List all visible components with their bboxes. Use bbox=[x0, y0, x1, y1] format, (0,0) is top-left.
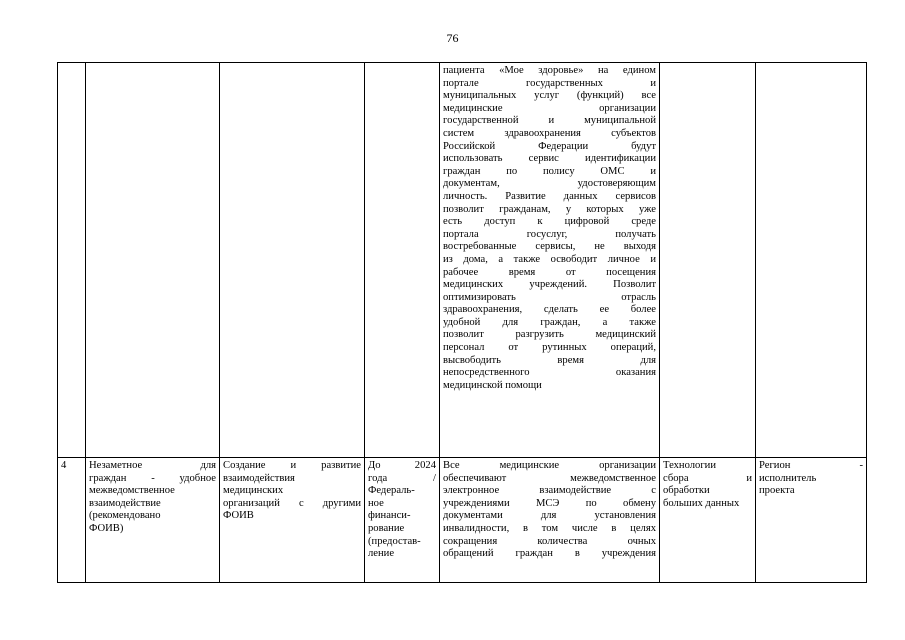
text-line: ФОИВ bbox=[223, 510, 254, 522]
text-line: обеспечивают межведомственное bbox=[443, 472, 656, 484]
text-line: больших данных bbox=[663, 497, 740, 509]
text-line: обращений граждан в учреждения bbox=[443, 548, 656, 560]
text-line: Создание и развитие bbox=[223, 460, 361, 471]
text-line: рование bbox=[368, 522, 405, 534]
text-line: государственной и муниципальной bbox=[443, 115, 656, 127]
text-line: финанси- bbox=[368, 510, 411, 522]
text-line: непосредственного оказания bbox=[443, 367, 656, 379]
text-line: обработки bbox=[663, 485, 710, 497]
cell-measure bbox=[220, 63, 365, 458]
text-line: сокращения количества очных bbox=[443, 535, 656, 547]
text-line: рабочее время от посещения bbox=[443, 266, 656, 278]
text-line: взаимодействия bbox=[223, 472, 295, 484]
technology-text bbox=[663, 460, 752, 510]
page-number: 76 bbox=[446, 31, 459, 45]
cell-measure bbox=[220, 458, 365, 583]
table-row-4 bbox=[58, 458, 867, 583]
text-line: медицинской помощи bbox=[443, 379, 542, 391]
text-line: граждан - удобное bbox=[89, 472, 216, 484]
cell-deadline bbox=[365, 63, 440, 458]
text-line: систем здравоохранения субъектов bbox=[443, 127, 656, 139]
text-line: медицинских учреждений. Позволит bbox=[443, 279, 656, 291]
text-line: здравоохранения, сделать ее более bbox=[443, 304, 656, 316]
text-line: межведомственное bbox=[89, 485, 175, 497]
text-line: медицинские организации bbox=[443, 102, 656, 114]
measures-table bbox=[57, 62, 867, 583]
text-line: из дома, а также освободит личное и bbox=[443, 253, 656, 265]
text-line: Российской Федерации будут bbox=[443, 140, 656, 152]
text-line: До 2024 bbox=[368, 460, 436, 471]
cell-expected-result bbox=[440, 63, 660, 458]
text-line: позволит гражданам, у которых уже bbox=[443, 203, 656, 215]
text-line: удобной для граждан, а также bbox=[443, 316, 656, 328]
text-line: персонал от рутинных операций, bbox=[443, 342, 656, 354]
text-line: ное bbox=[368, 497, 384, 509]
text-line: учреждениями МСЭ по обмену bbox=[443, 497, 656, 509]
cell-goal bbox=[86, 63, 220, 458]
deadline-text bbox=[368, 460, 436, 561]
text-line: года / bbox=[368, 472, 436, 484]
text-line: личность. Развитие данных сервисов bbox=[443, 190, 656, 202]
text-line: сбора и bbox=[663, 472, 752, 484]
expected-result-text bbox=[443, 460, 656, 561]
text-line: взаимодействие bbox=[89, 497, 161, 509]
text-line: портале государственных и bbox=[443, 77, 656, 89]
cell-responsible bbox=[756, 63, 867, 458]
table-row-continued bbox=[58, 63, 867, 458]
text-line: Регион - bbox=[759, 460, 863, 471]
text-line: портала госуслуг, получать bbox=[443, 228, 656, 240]
text-line: Незаметное для bbox=[89, 460, 216, 471]
text-line: ление bbox=[368, 548, 395, 560]
text-line: использовать сервис идентификации bbox=[443, 153, 656, 165]
text-line: инвалидности, в том числе в целях bbox=[443, 522, 656, 534]
text-line: позволит разгрузить медицинский bbox=[443, 329, 656, 341]
expected-result-text bbox=[443, 65, 656, 392]
text-line: Федераль- bbox=[368, 485, 415, 497]
cell-expected-result bbox=[440, 458, 660, 583]
text-line: граждан по полису ОМС и bbox=[443, 165, 656, 177]
cell-number bbox=[58, 63, 86, 458]
text-line: документам, удостоверяющим bbox=[443, 178, 656, 190]
text-line: высвободить время для bbox=[443, 354, 656, 366]
row-number: 4 bbox=[61, 460, 67, 471]
text-line: документами для установления bbox=[443, 510, 656, 522]
measure-text bbox=[223, 460, 361, 523]
responsible-text bbox=[759, 460, 863, 498]
cell-technology bbox=[660, 63, 756, 458]
text-line: медицинских bbox=[223, 485, 284, 497]
text-line: оптимизировать отрасль bbox=[443, 291, 656, 303]
text-line: исполнитель bbox=[759, 472, 817, 484]
text-line: организаций с другими bbox=[223, 497, 361, 509]
text-line: пациента «Мое здоровье» на едином bbox=[443, 65, 656, 76]
text-line: муниципальных услуг (функций) все bbox=[443, 90, 656, 102]
cell-technology bbox=[660, 458, 756, 583]
text-line: электронное взаимодействие с bbox=[443, 485, 656, 497]
text-line: Технологии bbox=[663, 460, 717, 471]
text-line: востребованные сервисы, не выходя bbox=[443, 241, 656, 253]
text-line: ФОИВ) bbox=[89, 522, 124, 534]
text-line: проекта bbox=[759, 485, 795, 497]
text-line: есть доступ к цифровой среде bbox=[443, 216, 656, 228]
text-line: Все медицинские организации bbox=[443, 460, 656, 471]
cell-goal bbox=[86, 458, 220, 583]
cell-number bbox=[58, 458, 86, 583]
text-line: (рекомендовано bbox=[89, 510, 161, 522]
text-line: (предостав- bbox=[368, 535, 421, 547]
goal-text bbox=[89, 460, 216, 536]
cell-deadline bbox=[365, 458, 440, 583]
cell-responsible bbox=[756, 458, 867, 583]
